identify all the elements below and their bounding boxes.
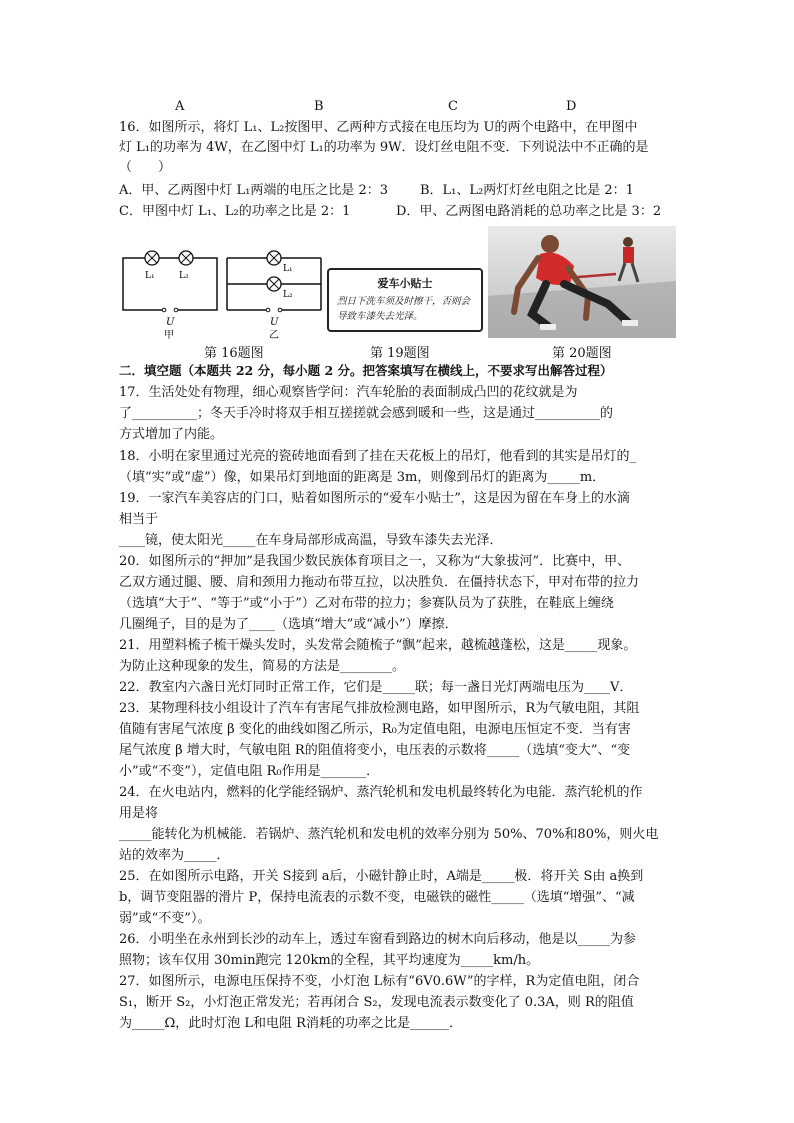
circuit-diagram-yi: [222, 246, 326, 341]
option-label-d: D: [566, 99, 577, 114]
q17-line-1: 17．生活处处有物理，细心观察皆学问：汽车轮胎的表面制成凸凹的花纹就是为: [119, 385, 578, 400]
q20-line-4: 几圈绳子，目的是为了____（选填“增大”或“减小”）摩擦．: [119, 617, 458, 632]
lamp-l1-label: L₁: [283, 264, 293, 274]
q16-line-2: 灯 L₁的功率为 4W，在乙图中灯 L₁的功率为 9W．设灯丝电阻不变．下列说法中不正确的是: [119, 140, 649, 155]
circuit-name-jia: 甲: [164, 330, 174, 341]
q16-line-3: （ ）: [119, 160, 172, 175]
q20-line-2: 乙双方通过腿、腰、肩和颈用力拖动布带互拉，以决胜负．在僵持状态下，甲对布带的拉力: [119, 575, 640, 590]
lamp-l1-symbol: [267, 251, 281, 265]
q18-line-2: （填“实”或“虚”）像，如果吊灯到地面的距离是 3m，则像到吊灯的距离为_____m．: [119, 470, 606, 485]
q19-line-3: ____镜，使太阳光_____在车身局部形成高温，导致车漆失去光泽．: [119, 533, 503, 548]
voltage-label: U: [166, 317, 175, 328]
lamp-l2-label: L₂: [179, 271, 189, 281]
answer-options-row: [0, 99, 794, 117]
q23-line-2: 值随有害尾气浓度 β 变化的曲线如图乙所示，R₀为定值电阻，电源电压恒定不变．当有害: [119, 722, 631, 737]
q22-line-1: 22．教室内六盏日光灯同时正常工作，它们是_____联；每一盏日光灯两端电压为____V．: [119, 680, 633, 695]
lamp-l1-label: L₁: [145, 271, 155, 281]
q23-line-1: 23．某物理科技小组设计了汽车有害尾气排放检测电路，如甲图所示，R为气敏电阻，其阻: [119, 701, 640, 716]
q16-line-1: 16．如图所示，将灯 L₁、L₂按图甲、乙两种方式接在电压均为 U的两个电路中，在甲图中: [119, 120, 638, 135]
q26-line-1: 26．小明坐在永州到长沙的动车上，透过车窗看到路边的树木向后移动，他是以_____为参: [119, 932, 637, 947]
option-label-a: A: [175, 99, 185, 114]
q20-line-1: 20．如图所示的“押加”是我国少数民族体育项目之一，又称为“大象拔河”．比赛中，甲、: [119, 554, 631, 569]
lamp-l1-symbol: [145, 251, 159, 265]
figure-20-caption: 第 20题图: [552, 346, 612, 361]
q26-line-2: 照物；该车仅用 30min跑完 120km的全程，其平均速度为_____km/h。: [119, 953, 540, 968]
q27-line-3: 为_____Ω，此时灯泡 L和电阻 R消耗的功率之比是______．: [119, 1016, 462, 1031]
circuit-diagram-jia: [118, 246, 222, 341]
tip-body: 烈日下洗车须及时擦干，否则会导致车漆失去光泽。: [337, 296, 471, 322]
figure-19-caption: 第 19题图: [370, 346, 430, 361]
figure-16-caption: 第 16题图: [204, 346, 264, 361]
lamp-l2-symbol: [179, 251, 193, 265]
yajia-photo: [488, 226, 676, 338]
option-label-c: C: [448, 99, 458, 114]
q20-line-3: （选填“大于”、“等于”或“小于”）乙对布带的拉力；参赛队员为了获胜，在鞋底上缠绕: [119, 596, 614, 611]
q17-line-2: 了__________；冬天手冷时将双手相互搓搓就会感到暖和一些，这是通过__________的: [119, 406, 614, 421]
voltage-label: U: [270, 317, 279, 328]
q16-option-c: C．甲图中灯 L₁、L₂的功率之比是 2：1: [119, 204, 351, 219]
q16-option-d: D．甲、乙两图电路消耗的总功率之比是 3：2: [396, 204, 662, 219]
q23-line-3: 尾气浓度 β 增大时，气敏电阻 R的阻值将变小，电压表的示数将_____（选填“变大”、“变: [119, 743, 631, 758]
q17-line-3: 方式增加了内能。: [119, 427, 224, 442]
q21-line-2: 为防止这种现象的发生，简易的方法是________。: [119, 659, 406, 674]
q25-line-2: b，调节变阻器的滑片 P，保持电流表的示数不变，电磁铁的磁性_____（选填“增强”、“减: [119, 890, 635, 905]
circuit-name-yi: 乙: [269, 330, 279, 341]
q27-line-2: S₁，断开 S₂，小灯泡正常发光；若再闭合 S₂，发现电流表示数变化了 0.3A，则 R的阻值: [119, 995, 634, 1010]
q24-line-4: 站的效率为_____．: [119, 848, 230, 863]
q18-line-1: 18．小明在家里通过光亮的瓷砖地面看到了挂在天花板上的吊灯，他看到的其实是吊灯的_: [119, 449, 637, 464]
q19-line-2: 相当于: [119, 512, 159, 527]
q24-line-2: 用是将: [119, 806, 159, 821]
q23-line-4: 小”或“不变”），定值电阻 R₀作用是_______．: [119, 764, 380, 779]
q25-line-1: 25．在如图所示电路，开关 S接到 a后，小磁针静止时，A端是_____极．将开关 S由 a换到: [119, 869, 644, 884]
section-2-heading: 二．填空题（本题共 22 分，每小题 2 分。把答案填写在横线上，不要求写出解答过程）: [119, 363, 613, 378]
q25-line-3: 弱”或“不变”）。: [119, 911, 211, 926]
q16-option-b: B．L₁、L₂两灯灯丝电阻之比是 2：1: [420, 183, 634, 198]
q27-line-1: 27．如图所示，电源电压保持不变，小灯泡 L标有“6V0.6W”的字样，R为定值电阻，闭合: [119, 974, 640, 989]
option-label-b: B: [314, 99, 324, 114]
q21-line-1: 21．用塑料梳子梳干燥头发时，头发常会随梳子“飘”起来，越梳越蓬松，这是_____现象。: [119, 638, 637, 653]
q16-option-a: A．甲、乙两图中灯 L₁两端的电压之比是 2：3: [119, 183, 389, 198]
lamp-l2-label: L₂: [283, 290, 293, 300]
lamp-l2-symbol: [267, 277, 281, 291]
q19-line-1: 19．一家汽车美容店的门口，贴着如图所示的“爱车小贴士”，这是因为留在车身上的水滴: [119, 491, 630, 506]
q24-line-1: 24．在火电站内，燃料的化学能经锅炉、蒸汽轮机和发电机最终转化为电能．蒸汽轮机的作: [119, 785, 643, 800]
tip-title: 爱车小贴士: [377, 277, 433, 290]
q24-line-3: _____能转化为机械能．若锅炉、蒸汽轮机和发电机的效率分别为 50%、70%和80%，则火电: [119, 827, 659, 842]
car-care-tip-box: [327, 268, 483, 332]
